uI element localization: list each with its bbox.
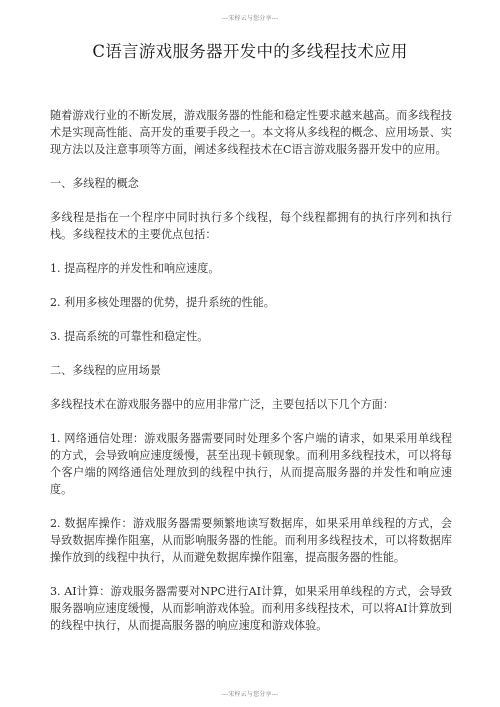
intro-paragraph: 随着游戏行业的不断发展，游戏服务器的性能和稳定性要求越来越高。而多线程技术是实现高性能、高开发的重要手段之一。本文将从多线程的概念、应用场景、实现方法以及注意事项等方面，阐述多线程技术在C语言游戏服务器开发中的应用。 [50, 109, 452, 156]
scenario-item-ai: 3. AI计算：游戏服务器需要对NPC进行AI计算，如果采用单线程的方式，会导致服务器响应速度缓慢，从而影响游戏体验。而利用多线程技术，可以将AI计算放到的线程中执行，从而提高服务器的响应速度和游戏体验。 [50, 585, 452, 632]
section-heading-scenarios: 二、多线程的应用场景 [50, 364, 161, 377]
scenarios-intro-paragraph: 多线程技术在游戏服务器中的应用非常广泛，主要包括以下几个方面： [50, 398, 394, 411]
concept-paragraph: 多线程是指在一个程序中同时执行多个线程，每个线程都拥有的执行序列和执行栈。多线程技术的主要优点包括： [50, 211, 452, 241]
header-note: ---宋梓云与您分享--- [221, 15, 279, 22]
document-title: C语言游戏服务器开发中的多线程技术应用 [92, 42, 408, 61]
scenario-item-network: 1. 网络通信处理：游戏服务器需要同时处理多个客户端的请求，如果采用单线程的方式，会导致响应速度缓慢，甚至出现卡顿现象。而利用多线程技术，可以将每个客户端的网络通信处理放到的线程中执行，从而提高服务器的并发性和响应速度。 [50, 432, 452, 496]
advantage-item-2: 2. 利用多核处理器的优势，提升系统的性能。 [50, 296, 275, 309]
footer-note: ---宋梓云与您分享--- [221, 691, 279, 698]
scenario-item-database: 2. 数据库操作：游戏服务器需要频繁地读写数据库，如果采用单线程的方式，会导致数据库操作阻塞，从而影响服务器的性能。而利用多线程技术，可以将数据库操作放到的线程中执行，从而避免数据库操作阻塞，提高服务器的性能。 [50, 517, 452, 564]
advantage-item-3: 3. 提高系统的可靠性和稳定性。 [50, 330, 209, 343]
section-heading-concept: 一、多线程的概念 [50, 177, 139, 190]
document-body [50, 107, 452, 651]
advantage-item-1: 1. 提高程序的并发性和响应速度。 [50, 262, 220, 275]
